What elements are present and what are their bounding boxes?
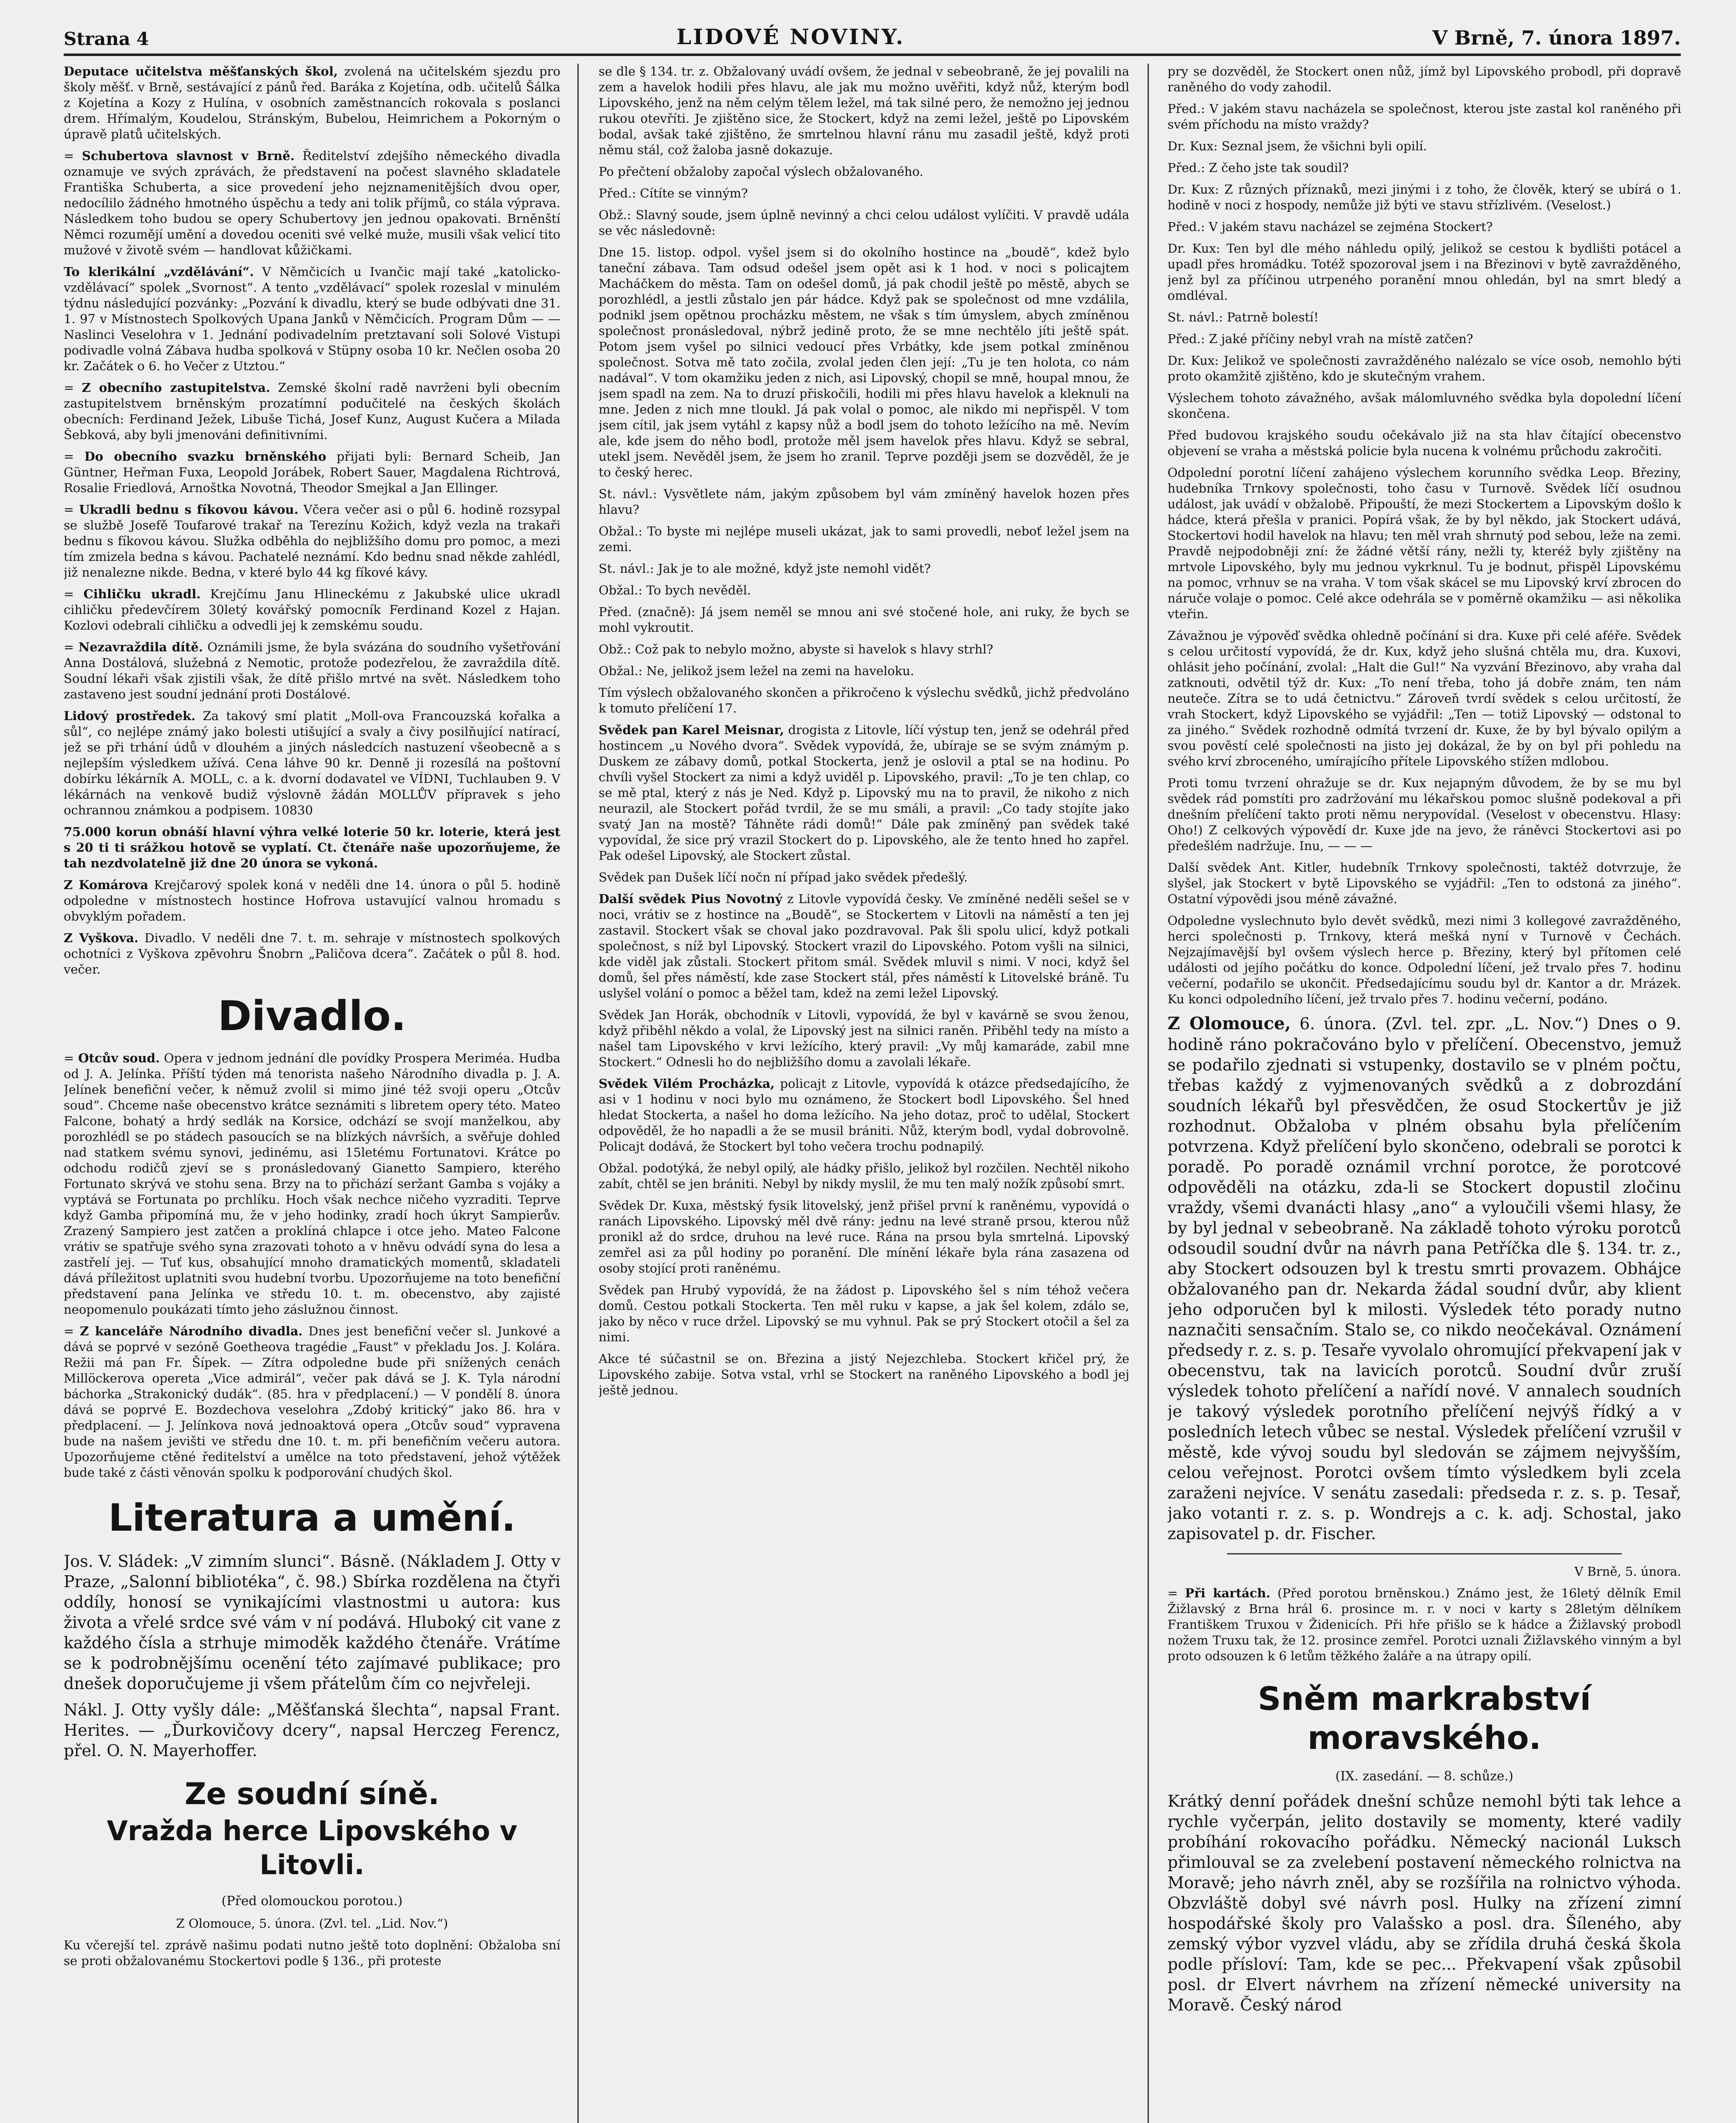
article-text: pry se dozvěděl, že Stockert onen nůž, jímž byl Lipovského probodl, při dopravě raněného do vody zahodil. [1168,64,1681,94]
testimony [599,891,1129,1001]
item-text: Opera v jednom jednání dle povídky Prospera Meriméa. Hudba od J. A. Jelínka. Příští týden má tenorista našeho Národního divadla p. J. A. Jelínek benefiční večer, k němuž zvolil si mimo jiné též svoji operu „Otcův soud“. Chceme naše obecenstvo krátce seznámiti s libretem opery této. Mateo Falcone, bohatý a hrdý sedlák na Korsice, odchází se svojí manželkou, aby porozhlédl se po stádech pasoucích se na blízkých návrších, a svěřuje dohled nad statkem svému synovi, jedinému, asi 15letému Fortunatovi. Krátce po odchodu rodičů zjeví se s pronásledovaný Gianetto Sampiero, kterého Fortunato skrývá ve stohu sena. Brzy na to přichází seržant Gamba s vojáky a vyptává se Fortunata po prchlíku. Hoch však nechce ničeho vyzraditi. Teprve když Gamba připomíná mu, že v jeho hodinky, zradí hoch úkryt Sampierův. Zrazený Sampiero jest zatčen a proklíná chlapce i otce jeho. Mateo Falcone vrátiv se spatřuje svého syna zrazovati tohoto a v hněvu odvádí syna do lesa a zastřelí jej. — Tuť kus, obsahující mnoho dramatických momentů, skladateli dává příležitost uplatniti svou hudební tvorbu. Upozorňujeme na toto benefiční představení pana Jelínka ve středu 10. t. m. obecenstvo, aby zajisté neopomenulo poukázati tímto jeho záslužnou činnost. [64,1051,560,1317]
dialogue-line: Před.: V jakém stavu nacházela se společnost, kterou jste zastal kol raněného při svém příchodu na místo vraždy? [1168,101,1681,132]
section-heading-diet: Sněm markrabství moravského. [1258,1680,1591,1757]
news-item: = Otcův soud. Opera v jednom jednání dle povídky Prospera Meriméa. Hudba od J. A. Jelínka. Příští týden má tenorista našeho Národního divadla p. J. A. Jelínek benefiční večer, k němuž zvolil si mimo jiné též svoji operu „Otcův soud“. Chceme naše obecenstvo krátce seznámiti s libretem opery této. Mateo Falcone, bohatý a hrdý sedlák na Korsice, odchází se svojí manželkou, aby porozhlédl se po stádech pasoucích se na blízkých návrších, a svěřuje dohled nad statkem svému synovi, jedinému, asi 15letému Fortunatovi. Krátce po odchodu rodičů zjeví se s pronásledovaný Gianetto Sampiero, kterého Fortunato skrývá ve stohu sena. Brzy na to přichází seržant Gamba s vojáky a vyptává se Fortunata po prchlíku. Hoch však nechce ničeho vyzraditi. Teprve když Gamba připomíná mu, že v jeho hodinky, zradí hoch úkryt Sampierův. Zrazený Sampiero jest zatčen a proklíná chlapce i otce jeho. Mateo Falcone vrátiv se spatřuje svého syna zrazovati tohoto a v hněvu odvádí syna do lesa a zastřelí jej. — Tuť kus, obsahující mnoho dramatických momentů, skladateli dává příležitost uplatniti svou hudební tvorbu. Upozorňujeme na toto benefiční představení pana Jelínka ve středu 10. t. m. obecenstvo, aby zajisté neopomenulo poukázati tímto jeho záslužnou činnost. [64,1051,560,1317]
section-heading-theatre: Divadlo. [218,992,406,1040]
dialogue-line: Dr. Kux: Z různých příznaků, mezi jinými i z toho, že člověk, který se ubírá o 1. hodině v noci z hospody, nemůže již býti ve stavu střízlivém. (Veselost.) [1168,182,1681,212]
dialogue-line: Před.: V jakém stavu nacházel se zejména Stockert? [1168,220,1493,234]
testimony-text: drogista z Litovle, líčí výstup ten, jenž se odehrál před hostincem „u Nového dvora“. Svědek vypovídá, že, ubíraje se se svým známým p. Duskem ze zábavy domů, potkal Stockerta, jenž je oslovil a ptal se na hodinu. Po chvíli vyšel Stockert za nimi a když uviděl p. Lipovského, pravil: „To je ten chlap, co se mě ptal, který z nás je Ned. Když p. Lipovský mu na to pravil, že nikoho z nich neurazil, ale Stockert pořád tvrdil, že se mu smáli, a pravil: „Co tady stojíte jako svatý Jan na mostě? Táhněte rádi domů!“ Dále pak zmíněný pan svědek také vypovídal, že sice prý vrazil Stockert do p. Lipovského, ale že tento hned ho zapřel. Pak odešel Lipovský, ale Stockert zůstal. [599,723,1129,863]
dialogue-line: Obž.: Slavný soude, jsem úplně nevinný a chci celou událost vylíčiti. V pravdě udála se věc následovně: [599,208,1129,238]
item-text: Krejčímu Janu Hlineckému z Jakubské ulice ukradl cihličku předevčírem 30letý kovářský pomocník Ferdinand Kozel z Hajan. Kozlovi odebrali cihličku a odvedli jej k zemskému soudu. [64,587,560,633]
news-item: = Nezavraždila dítě. Oznámili jsme, že byla svázána do soudního vyšetřování Anna Dostálová, služebná z Nemotic, protože podezřelou, že zavraždila dítě. Soudní lékaři však zjistili však, že dítě přišlo mrtvé na svět. Následkem toho zastaveno jest soudní jednání proti Dostálové. [64,640,560,701]
article-text: Před budovou krajského soudu očekávalo již na sta hlav čítající obecenstvo objevení se vraha a městská policie byla nucena k volnému průchodu zakročiti. [1168,428,1681,458]
dialogue-line: St. návl.: Vysvětlete nám, jakým způsobem byl vám zmíněný havelok hozen přes hlavu? [599,487,1129,517]
item-text: zvolená na učitelském sjezdu pro školy měšť. v Brně, sestávající z pánů řed. Baráka z Kojetína, odb. učitelů Šálka z Kojetína a Kozy z Hulína, v osobních zaměstnancích rokovala s poslanci drem. Hřímalým, Koudelou, Stránským, Bubelou, Heimrichem a Pokorným o úpravě platů učitelských. [64,64,560,141]
dialogue-line: St. návl.: Jak je to ale možné, když jste nemohl vidět? [599,561,931,576]
testimony [599,722,1129,864]
news-item: = Schubertova slavnost v Brně. Ředitelství zdejšího německého divadla oznamuje ve svých zprávách, že představení na počest slavného skladatele Františka Schuberta, a sice provedení jeho nejznamenitějších dvou oper, nedocílilo žádného hmotného úspěchu a tedy ani tolik příjmů, co stála výprava. Následkem toho budou se opery Schubertovy jen jednou opakovati. Brněnští Němci rozumějí umění a dovedou oceniti své velké muže, musili však velicí tito mužové v životě svém — handlovat kůžičkami. [64,149,560,257]
item-headline: Otcův soud. [78,1051,160,1065]
dialogue-line: Před.: Z jaké příčiny nebyl vrah na místě zatčen? [1168,332,1473,346]
item-text: Krejčarový spolek koná v neděli dne 14. února o půl 5. hodině odpoledne v místnostech hostince Hofrova ustavující valnou hromadu s obvyklým pořadem. [64,878,560,924]
column-2 [599,64,1129,2123]
testimony-text: z Litovle vypovídá česky. Ve zmíněné neděli sešel se v noci, vrátiv se z hostince na „Boudě“, se Stockertem v Litovli na náměstí a ten jej zastavil. Stockert však se choval jako pozdravoval. Pak šli spolu ulicí, když potkali společnost, s níž byl Lipovský. Stockert vrazil do Lipovského. Potom vyšli na silnici, kde viděl jak zůstali. Stockert přitom smál. Svědek mluvil s nimi. V noci, když šel domů, šel přes náměstí, kde zase Stockert stál, přes náměstí k Litovelské bráně. Tu uslyšel volání o pomoc a běžel tam, kdež na zemi ležel Lipovský. [599,892,1129,1000]
article-dateline: Z Olomouce, 5. února. (Zvl. tel. „Lid. Nov.“) [176,1916,448,1931]
item-headline: Deputace učitelstva měšťanských škol, [64,64,338,79]
article-text: Po přečtení obžaloby započal výslech obžalovaného. [599,164,923,179]
witness-name: Svědek pan Karel Meisnar, [599,723,784,737]
item-headline: Cihličku ukradl. [83,587,201,601]
dialogue-line: Před. (značně): Já jsem neměl se mnou ani své stočené hole, ani ruky, že bych se mohl vykroutit. [599,605,1129,635]
news-item: = Z obecního zastupitelstva. Zemské školní radě navrženi byli obecním zastupitelstvem brněnským prozatímní podučitelé na českých školách obecních: Ferdinand Ježek, Libuše Tichá, Josef Kunz, August Kučera a Milada Šebková, aby byli jmenováni definitivními. [64,380,560,442]
item-headline: Ukradli bednu s fíkovou kávou. [79,502,298,517]
dialogue-line: Obžal.: To bych nevěděl. [599,583,751,597]
report-date: 6. února. (Zvl. tel. zpr. „L. Nov.“) [1299,1014,1589,1033]
item-text: Za takový smí platit „Moll-ova Francouzská kořalka a sůl“, co nejlépe známý jako bolesti utišující a svaly a čivy posilňující natírací, jež se při trhání údů v dlouhém a jiných následcích nastuzení všeobecně a s nejlepším výsledkem užívá. Cena láhve 90 kr. Denně ji rozesílá na poštovní dobírku lékárník A. MOLL, c. a k. dvorní dodavatel ve VÍDNI, Tuchlauben 9. V lékárnách na venkově budiž výslovně žádán MOLLŮV přípravek s jeho ochrannou známkou a podpisem. 10830 [64,709,560,817]
item-text: Zemské školní radě navrženi byli obecním zastupitelstvem brněnským prozatímní podučitelé na českých školách obecních: Ferdinand Ježek, Libuše Tichá, Josef Kunz, August Kučera a Milada Šebková, aby byli jmenováni definitivními. [64,380,560,442]
item-headline: Z obecního zastupitelstva. [82,380,270,395]
article-text: Další svědek Ant. Kitler, hudebník Trnkovy společnosti, taktéž dotvrzuje, že slyšel, jak Stockert v bytě Lipovského se vyjádřil: „Ten to odstoná za jiného“. Ostatní výpovědi jsou méně závažné. [1168,860,1681,906]
dialogue-line: Před.: Cítíte se vinným? [599,186,748,200]
testimony: Svědek pan Dušek líčí nočn ní případ jako svědek předešlý. [599,870,968,884]
article-text: Dne 15. listop. odpol. vyšel jsem si do okolního hostince na „boudě“, kdež bylo taneční zábava. Tam odsud odešel jsem opět asi k 1 hod. v noci s policajtem Macháčkem do města. Tam on odešel domů, já pak chodil ještě po městě, abych se porozhlédl, a jestli zůstalo jen pár hádce. Když pak se společnost od mne vzdálila, podnikl jsem opětnou procházku městem, ne však s tím úmyslem, abych zmíněnou společnost pronásledoval, nýbrž jedině proto, že se mne nechtělo jíti ještě spát. Potom jsem vyšel po silnici vedoucí přes Vrbátky, kde jsem potkal zmíněnou společnost. Sotva mě tato zočila, zvolal jeden člen její: „Tu je ten holota, co nám nadával“. V tom okamžiku jeden z nich, asi Lipovský, chopil se mně, houpal mnou, že jsem spadl na zem. Na to druzí přiskočili, hodili mi přes hlavu havelok a kleknuli na mne. Jeden z nich mne tloukl. Já pak volal o pomoc, ale nikdo mi nepřispěl. V tom jsem cítil, jak jsem vytáhl z kapsy nůž a bodl jsem do tohoto ležícího na mě. Nevím ale, kde jsem do něho bodl, protože měl jsem havelok přes hlavu. Když se sebral, utekl jsem. Nevěděl jsem, že jsem ho zranil. Teprve později jsem se dozvěděl, že je to český herec. [599,245,1129,479]
article-text: Odpoledne vyslechnuto bylo devět svědků, mezi nimi 3 kollegové zavražděného, herci společnosti p. Trnkovy, která mešká nyní v Turnově v Čechách. Nejzajímavější byl ovšem výslech herce p. Březiny, který byl přítomen celé události od jejího počátku do konce. Odpolední líčení, jež trvalo přes 7. hodinu večerní, podařilo se ukončit. Předsedajícímu soudu byl dr. Kantor a dr. Mrázek. Ku konci odpoledního líčení, jež trvalo přes 7. hodinu večerní, podáno. [1168,913,1681,1006]
article-text: Odpolední porotní líčení zahájeno výslechem korunního svědka Leop. Březiny, hudebníka Trnkovy společnosti, toho času v Turnově. Svědek líčí osudnou událost, jak uvádí v obžalobě. Připouští, že mezi Stockertem a Lipovským došlo k hádce, která přešla v pranici. Popírá však, že by byl někdo, jak Stockert udává, Stockertovi hodil havelok na hlavu; ten měl vrah shrnutý pod sebou, leže na zemi. Pravdě nejpodobněji zní: že žádné větší rány, nežli ty, kteréž byly zjištěny na mrtvole Lipovského, byly mu jednou vykrknul. Tu je bodnut, přispěl Lipovskému na pomoc, vrhnuv se na vraha. V tom však skácel se mu Lipovský krví zbrocen do náruče volaje o pomoc. Celé akce odehrála se v poměrně okamžiku — asi několika vteřin. [1168,465,1681,621]
item-text: Dnes jest benefiční večer sl. Junkové a dává se poprvé v sezóně Goetheova tragédie „Faust“ v překladu Jos. J. Kolára. Režii má pan Fr. Šípek. — Zítra odpoledne bude při snížených cenách Millöckerova opereta „Vice admirál“, večer pak dává se J. K. Tyla národní báchorka „Strakonický dudák“. (85. hra v předplacení.) — V pondělí 8. února dává se poprvé E. Bozdechova veselohra „Zdobý kritický“ jako 86. hra v předplacení. — J. Jelínkova nová jednoaktová opera „Otcův soud“ vypravena bude na našem jevišti ve středu dne 10. t. m. při benefičním večeru autora. Upozorňujeme ctěné ředitelství a umělce na toto představení, jehož výtěžek bude také z části věnován spolku k podporování chudých škol. [64,1324,560,1480]
column-1 [64,64,560,2123]
item-headline: Nezavraždila dítě. [78,640,203,654]
review-item: Nákl. J. Otty vyšly dále: „Měšťanská šlechta“, napsal Frant. Herites. — „Ďurkovičovy dcery“, napsal Herczeg Ferencz, přel. O. N. Mayerhoffer. [64,1701,560,1760]
dialogue-line: Dr. Kux: Jelikož ve společnosti zavražděného nalézalo se více osob, nemohlo býti proto okamžitě zjištěno, kdo je skutečným vrahem. [1168,353,1681,383]
dialogue-line: St. návl.: Patrně bolestí! [1168,310,1319,324]
article-text: Proti tomu tvrzení ohražuje se dr. Kux nejapným důvodem, že by se mu byl svědek rád pomstíti pro zadržování mu lékařskou pomoc slušně podekoval a při dnešním přelíčení takto proti němu nerypovídal. (Veselost v obecenstvu. Hlasy: Oho!) Z celkových výpovědí dr. Kuxe jde na jevo, že ráněvci Stockertovi asi po předešlém nadržuje. Inu, — — — [1168,776,1681,853]
section-heading-court: Ze soudní síně. [184,1777,440,1811]
item-text: Ředitelství zdejšího německého divadla oznamuje ve svých zprávách, že představení na počest slavného skladatele Františka Schuberta, a sice provedení jeho nejznamenitějších dvou oper, nedocílilo žádného hmotného úspěchu a tedy ani tolik příjmů, co stála výprava. Následkem toho budou se opery Schubertovy jen jednou opakovati. Brněnští Němci rozumějí umění a dovedou oceniti své velké muže, musili však velicí tito mužové v životě svém — handlovat kůžičkami. [64,149,560,257]
report-text: Dnes o 9. hodině ráno pokračováno bylo v přelíčení. Obecenstvo, jemuž se podařilo zjednati si vstupenky, dostavilo se v plném počtu, třebas každý z vyjmenovaných svědků a z dobrozdání soudních lékařů byl přesvědčen, že osud Stockertův je již rozhodnut. Obžaloba v plném obsahu byla přelíčením potvrzena. Když přelíčení bylo skončeno, odebrali se porotci k poradě. Po poradě oznámil vrchní porotce, že porotcové odpověděli na otázku, zda-li se Stockert dopustil zločinu vraždy, všemi dvanácti hlasy „ano“ a vyloučili všemi hlasy, že by byl jednal v sebeobraně. Na základě tohoto výroku porotců odsoudil soudní dvůr na návrh pana Petříčka dle §. 134. tr. z., aby Stockert odsouzen byl k trestu smrti provazem. Obhájce obžalovaného pan dr. Nekarda žádal soudní dvůr, aby klient jeho odporučen byl k milosti. Výsledek této porady nutno naznačiti sensačním. Stalo se, co nikdo neočekával. Oznámení předsedy r. z. s. p. Tesaře vyvolalo ohromující překvapení jak v obecenstvu, tak na lavicích porotců. Soudní dvůr zruší výsledek tohoto přelíčení a nařídí nové. V annalech soudních je takový výsledek porotního přelíčení nejvýš řídký a v posledních letech vůbec se nestal. Výsledek přelíčení vzrušil v městě, kde vývoj soudu byl sledován se zájmem nejvyšším, celou veřejnost. Porotci ovšem tímto výsledkem byli zcela zaraženi nejvíce. V senátu zasedali: předseda r. z. s. p. Tesař, jako votanti r. z. s. p. Wondrejs a c. k. adj. Schostal, jako zapisovatel p. dr. Fischer. [1168,1014,1681,1543]
article-text: Ku včerejší tel. zprávě našimu podati nutno ještě toto doplnění: Obžaloba sní se proti obžalovanému Stockertovi podle § 136., při proteste [64,1938,560,1968]
article-headline: Vražda herce Lipovského v Litovli. [107,1816,518,1881]
article-text: Výslechem tohoto závažného, avšak málomluvného svědka byla dopolední líčení skončena. [1168,391,1681,421]
article-text: Závažnou je výpověď svědka ohledně počínání si dra. Kuxe při celé aféře. Svědek s celou určitostí vypovídá, že dr. Kux, když jeho slušná chtěla mu, dra. Kuxovi, ohlásit jeho počínání, zvolal: „Halt die Gul!“ Na vyzvání Březinovo, aby vraha dal zatknouti, odvětil týž dr. Kux: „To není třeba, toho já dobře znám, ten nám neuteče. Zítra se to udá četnictvu.“ Zároveň tvrdí svědek s celou určitostí, že vrah Stockert, když Lipovského se vyjádřil: „Ten — totiž Lipovský — odstonal to za jiného.“ Svědek rozhodně odmítá tvrzení dr. Kuxe, že by byl bývalo opilým a svou pověstí celé společnosti na jisto jej dokázal, že by on byl při pohledu na svého krví zbroceného, umírajícího přítele Lipovského stížen mdlobou. [1168,628,1681,769]
item-headline: Z Vyškova. [64,931,139,945]
testimony: Obžal. podotýká, že nebyl opilý, ale hádky přišlo, jelikož byl rozčilen. Nechtěl nikoho zabít, chtěl se jen brániti. Nebyl by nikdy myslil, že mu ten malý nožík způsobí smrt. [599,1161,1129,1191]
item-text: přijati byli: Bernard Scheib, Jan Güntner, Heřman Fuxa, Leopold Jorábek, Robert Sauer, Magdalena Richtrová, Rosalie Friedlová, Arnoštka Novotná, Theodor Smejkal a Jan Ellinger. [64,449,560,495]
item-text: Divadlo. V neděli dne 7. t. m. sehraje v místnostech spolkových ochotníci z Vyškova zpěvohru Šnobrn „Paličova dcera“. Začátek o půl 8. hod. večer. [64,931,560,977]
telegram-report [1168,1013,1681,1544]
news-item [64,264,560,374]
advertisement [64,708,560,818]
section-heading-literature: Literatura a umění. [108,1496,516,1540]
news-item: = Cihličku ukradl. Krejčímu Janu Hlineckému z Jakubské ulice ukradl cihličku předevčírem 30letý kovářský pomocník Ferdinand Kozel z Hajan. Kozlovi odebrali cihličku a odvedli jej k zemskému soudu. [64,587,560,633]
page-number: Strana 4 [64,28,149,49]
advertisement: 75.000 korun obnáší hlavní výhra velké loterie 50 kr. loterie, která jest s 20 ti ti srážkou hotově se vyplatí. Ct. čtenáře naše upozorňujeme, že tah nezdvolatelně již dne 20 února se vykoná. [64,825,560,870]
news-item: = Z kanceláře Národního divadla. Dnes jest benefiční večer sl. Junkové a dává se poprvé v sezóně Goetheova tragédie „Faust“ v překladu Jos. J. Kolára. Režii má pan Fr. Šípek. — Zítra odpoledne bude při snížených cenách Millöckerova opereta „Vice admirál“, večer pak dává se J. K. Tyla národní báchorka „Strakonický dudák“. (85. hra v předplacení.) — V pondělí 8. února dává se poprvé E. Bozdechova veselohra „Zdobý kritický“ jako 86. hra v předplacení. — J. Jelínkova nová jednoaktová opera „Otcův soud“ vypravena bude na našem jevišti ve středu dne 10. t. m. při benefičním večeru autora. Upozorňujeme ctěné ředitelství a umělce na toto představení, jehož výtěžek bude také z části věnován spolku k podporování chudých škol. [64,1324,560,1480]
item-headline: Z Komárova [64,878,149,892]
report-location: Z Olomouce, [1168,1014,1291,1033]
news-item: = Do obecního svazku brněnského přijati byli: Bernard Scheib, Jan Güntner, Heřman Fuxa, Leopold Jorábek, Robert Sauer, Magdalena Richtrová, Rosalie Friedlová, Arnoštka Novotná, Theodor Smejkal a Jan Ellinger. [64,449,560,495]
witness-name: Svědek Vilém Procházka, [599,1076,775,1091]
item-headline: Lidový prostředek. [64,709,196,723]
news-item [64,877,560,924]
section-subheading: (IX. zasedání. — 8. schůze.) [1335,1769,1514,1784]
dialogue-line: Obž.: Což pak to nebylo možno, abyste si havelok s hlavy strhl? [599,642,993,656]
newspaper-title: LIDOVÉ NOVINY. [676,24,905,49]
testimony: Svědek Jan Horák, obchodník v Litovli, vypovídá, že byl v kavárně se svou ženou, když přiběhl někdo a volal, že Lipovský jest na silnici raněn. Přiběhl tedy na místo a našel tam Lipovského v krvi ležícího, který pravil: „Vy můj kamaráde, zabil mne Stockert.“ Odnesli ho do nejbližšího domu a zavolali lékaře. [599,1008,1129,1069]
dialogue-line: Dr. Kux: Ten byl dle mého náhledu opilý, jelikož se cestou k bydlišti potácel a upadl přes hromádku. Totéž spozoroval jsem i na Březinovi v bytě zavražděného, jenž byl za příčinou utrpeného poranění mnou ohledán, byl na smrt bledý a omdléval. [1168,241,1681,303]
dialogue-line: Obžal.: Ne, jelikož jsem ležel na zemi na haveloku. [599,664,914,678]
review-item: Jos. V. Sládek: „V zimním slunci“. Básně. (Nákladem J. Otty v Praze, „Salonní bibliotéka“, č. 98.) Sbírka rozdělena na čtyři oddíly, honosí se vynikajícími vlastnostmi u autora: kus života a vřelé srdce své vám v ní podává. Hluboký cit vane z každého čísla a strhuje mimoděk každého čtenáře. Vrátíme se k podrobnějšímu ocenění této zajímavé publikace; pro dnešek doporučujeme ji všem přátelům čím co nejvřeleji. [64,1552,560,1693]
news-item: = Ukradli bednu s fíkovou kávou. Včera večer asi o půl 6. hodině rozsypal se službě Josefě Toufarové trakař na Terezínu Kožich, když vezla na trakaři bednu s fíkovou kávou. Služka odběhla do nejbližšího domu pro pomoc, a mezi tím zmizela bedna s kávou. Pachatelé neznámí. Kdo bednu snad někde zahlédl, již nenalezne nikde. Bedna, v které bylo 44 kg fíkové kávy. [64,502,560,580]
dialogue-line: Obžal.: To byste mi nejlépe museli ukázat, jak to sami provedli, neboť ležel jsem na zemi. [599,524,1129,554]
article-text: Krátký denní pořádek dnešní schůze nemohl býti tak lehce a rychle vyčerpán, jelito dostavily se momenty, které vadily probíhání rokovacího pořádku. Německý nacionál Luksch přimlouval se za zvelebení postavení německého rolnictva na Moravě; jeho návrh zněl, aby se rozšířila na rolnictvo výhoda. Obzvláště dobyl své návrh posl. Hulky na zřízení zimní hospodářské školy pro Valašsko a posl. dra. Šíleného, aby zemský výbor vyzvel vládu, aby se zřídila druhá česká škola podle přísloví: Tam, kde se pec... Překvapení však způsobil posl. dr Elvert návrhem na zřízení německé university na Moravě. Český národ [1168,1792,1681,2014]
dialogue-line: Dr. Kux: Seznal jsem, že všichni byli opilí. [1168,139,1427,153]
testimony: Svědek Dr. Kuxa, městský fysik litovelský, jenž přišel první k raněnému, vypovídá o ranách Lipovského. Lipovský měl dvě rány: jednu na levé straně prsou, kterou nůž pronikl až do srdce, druhou na levé ruce. Rána na prsou byla smrtelná. Lipovský zemřel asi za půl hodiny po poranění. Dle mínění lékaře byla rána zasazena od osoby stojící proti raněnému. [599,1198,1129,1275]
item-text: (Před porotou brněnskou.) Známo jest, že 16letý dělník Emil Žižlavský z Brna hrál 6. prosince m. r. v noci v karty s 28letým dělníkem Františkem Truxou v Židenicích. Při hře přišlo se k hádce a Žižlavský probodl nožem Truxu tak, že 12. prosince zemřel. Porotci uznali Žižlavského vinným a byl proto odsouzen k 6 letům těžkého žaláře a na útrapy opilí. [1168,1586,1681,1663]
item-text: Včera večer asi o půl 6. hodině rozsypal se službě Josefě Toufarové trakař na Terezínu Kožich, když vezla na trakaři bednu s fíkovou kávou. Služka odběhla do nejbližšího domu pro pomoc, a mezi tím zmizela bedna s kávou. Pachatelé neznámí. Kdo bednu snad někde zahlédl, již nenalezne nikde. Bedna, v které bylo 44 kg fíkové kávy. [64,502,560,580]
dialogue-line: Před.: Z čeho jste tak soudil? [1168,160,1349,175]
item-headline: Při kartách. [1185,1586,1271,1600]
news-item [64,64,560,142]
dateline: V Brně, 7. února 1897. [1432,26,1681,49]
witness-name: Další svědek Pius Novotný [599,892,782,906]
item-headline: Z kanceláře Národního divadla. [80,1324,303,1338]
item-headline: Schubertova slavnost v Brně. [82,149,295,163]
article-text: se dle § 134. tr. z. Obžalovaný uvádí ovšem, že jednal v sebeobraně, že jej povalili na zem a havelok hodili přes hlavu, ale jak mu možno uvěřiti, když nůž, kterým bodl Lipovského, jenž na něm celým tělem ležel, má tak silné pero, že nemožno jej jednou rukou otevříti. Je zjištěno sice, že Stockert, když na zemi ležel, ještě po Lipovském bodal, avšak také zjištěno, že smrtelnou hlavní ránu mu zasadil ještě, když proti němu stál, což žaloba jasně dokazuje. [599,64,1129,157]
news-item [64,930,560,977]
report-location: V Brně, 5. února. [1574,1564,1681,1579]
item-headline: To klerikální „vzdělávání“. [64,265,254,279]
news-item: = Při kartách. (Před porotou brněnskou.) Známo jest, že 16letý dělník Emil Žižlavský z Brna hrál 6. prosince m. r. v noci v karty s 28letým dělníkem Františkem Truxou v Židenicích. Při hře přišlo se k hádce a Žižlavský probodl nožem Truxu tak, že 12. prosince zemřel. Porotci uznali Žižlavského vinným a byl proto odsouzen k 6 letům těžkého žaláře a na útrapy opilí. [1168,1586,1681,1663]
divider [1227,1553,1622,1554]
testimony-text: policajt z Litovle, vypovídá k otázce předsedajícího, že asi v 1 hodinu v noci bylo mu oznámeno, že Stockert bodl Lipovského. Šel hned hledat Stockerta, a našel ho doma ležícího. Na jeho dotaz, proč to udělal, Stockert odpověděl, že ho napadli a že se musil brániti. Nůž, kterým bodl, vydal dobrovolně. Policajt dodává, že Stockert byl toho večera trochu podnapilý. [599,1076,1129,1154]
item-headline: Do obecního svazku brněnského [84,449,326,464]
article-text: Tím výslech obžalovaného skončen a přikročeno k výslechu svědků, jichž předvoláno k tomuto přelíčení 17. [599,685,1129,715]
testimony [599,1076,1129,1154]
article-subheading: (Před olomouckou porotou.) [221,1894,403,1909]
masthead [64,23,1681,56]
column-rule [1148,64,1149,2123]
item-text: Oznámili jsme, že byla svázána do soudního vyšetřování Anna Dostálová, služebná z Nemotic, protože podezřelou, že zavraždila dítě. Soudní lékaři však zjistili však, že dítě přišlo mrtvé na svět. Následkem toho zastaveno jest soudní jednání proti Dostálové. [64,640,560,701]
column-rule [577,64,579,2123]
testimony: Svědek pan Hrubý vypovídá, že na žádost p. Lipovského šel s ním téhož večera domů. Cestou potkali Stockerta. Ten měl ruku v kapse, a jak šel kolem, zdálo se, jako by něco v ruce držel. Lipovský se mu vyhnul. Pak se prý Stockert otočil a šel za nimi. [599,1283,1129,1344]
testimony: Akce té súčastnil se on. Březina a jistý Nejezchleba. Stockert křičel prý, že Lipovského zabije. Sotva vstal, vrhl se Stockert na raněného Lipovského a bodl jej ještě jednou. [599,1352,1129,1397]
item-text: V Němčicích u Ivančic mají také „katolicko-vzdělávací“ spolek „Svornost“. A tento „vzdělávací“ spolek rozeslal v minulém týdnu následující pozvánky: „Pozvání k divadlu, který se bude odbývati dne 31. 1. 97 v Místnostech Spolkových Upana Janků v Němčicích. Program Dům — — Naslinci Veselohra v 1. Jednání podivadelním pretztavaní soli Solové Vistupi podivadle volná Zábava hudba spolková v Stüpny osoba 10 kr. Nečlen osoba 20 kr. Začátek o 6. ho Večer z Utztou.“ [64,265,560,373]
column-3 [1168,64,1681,2123]
